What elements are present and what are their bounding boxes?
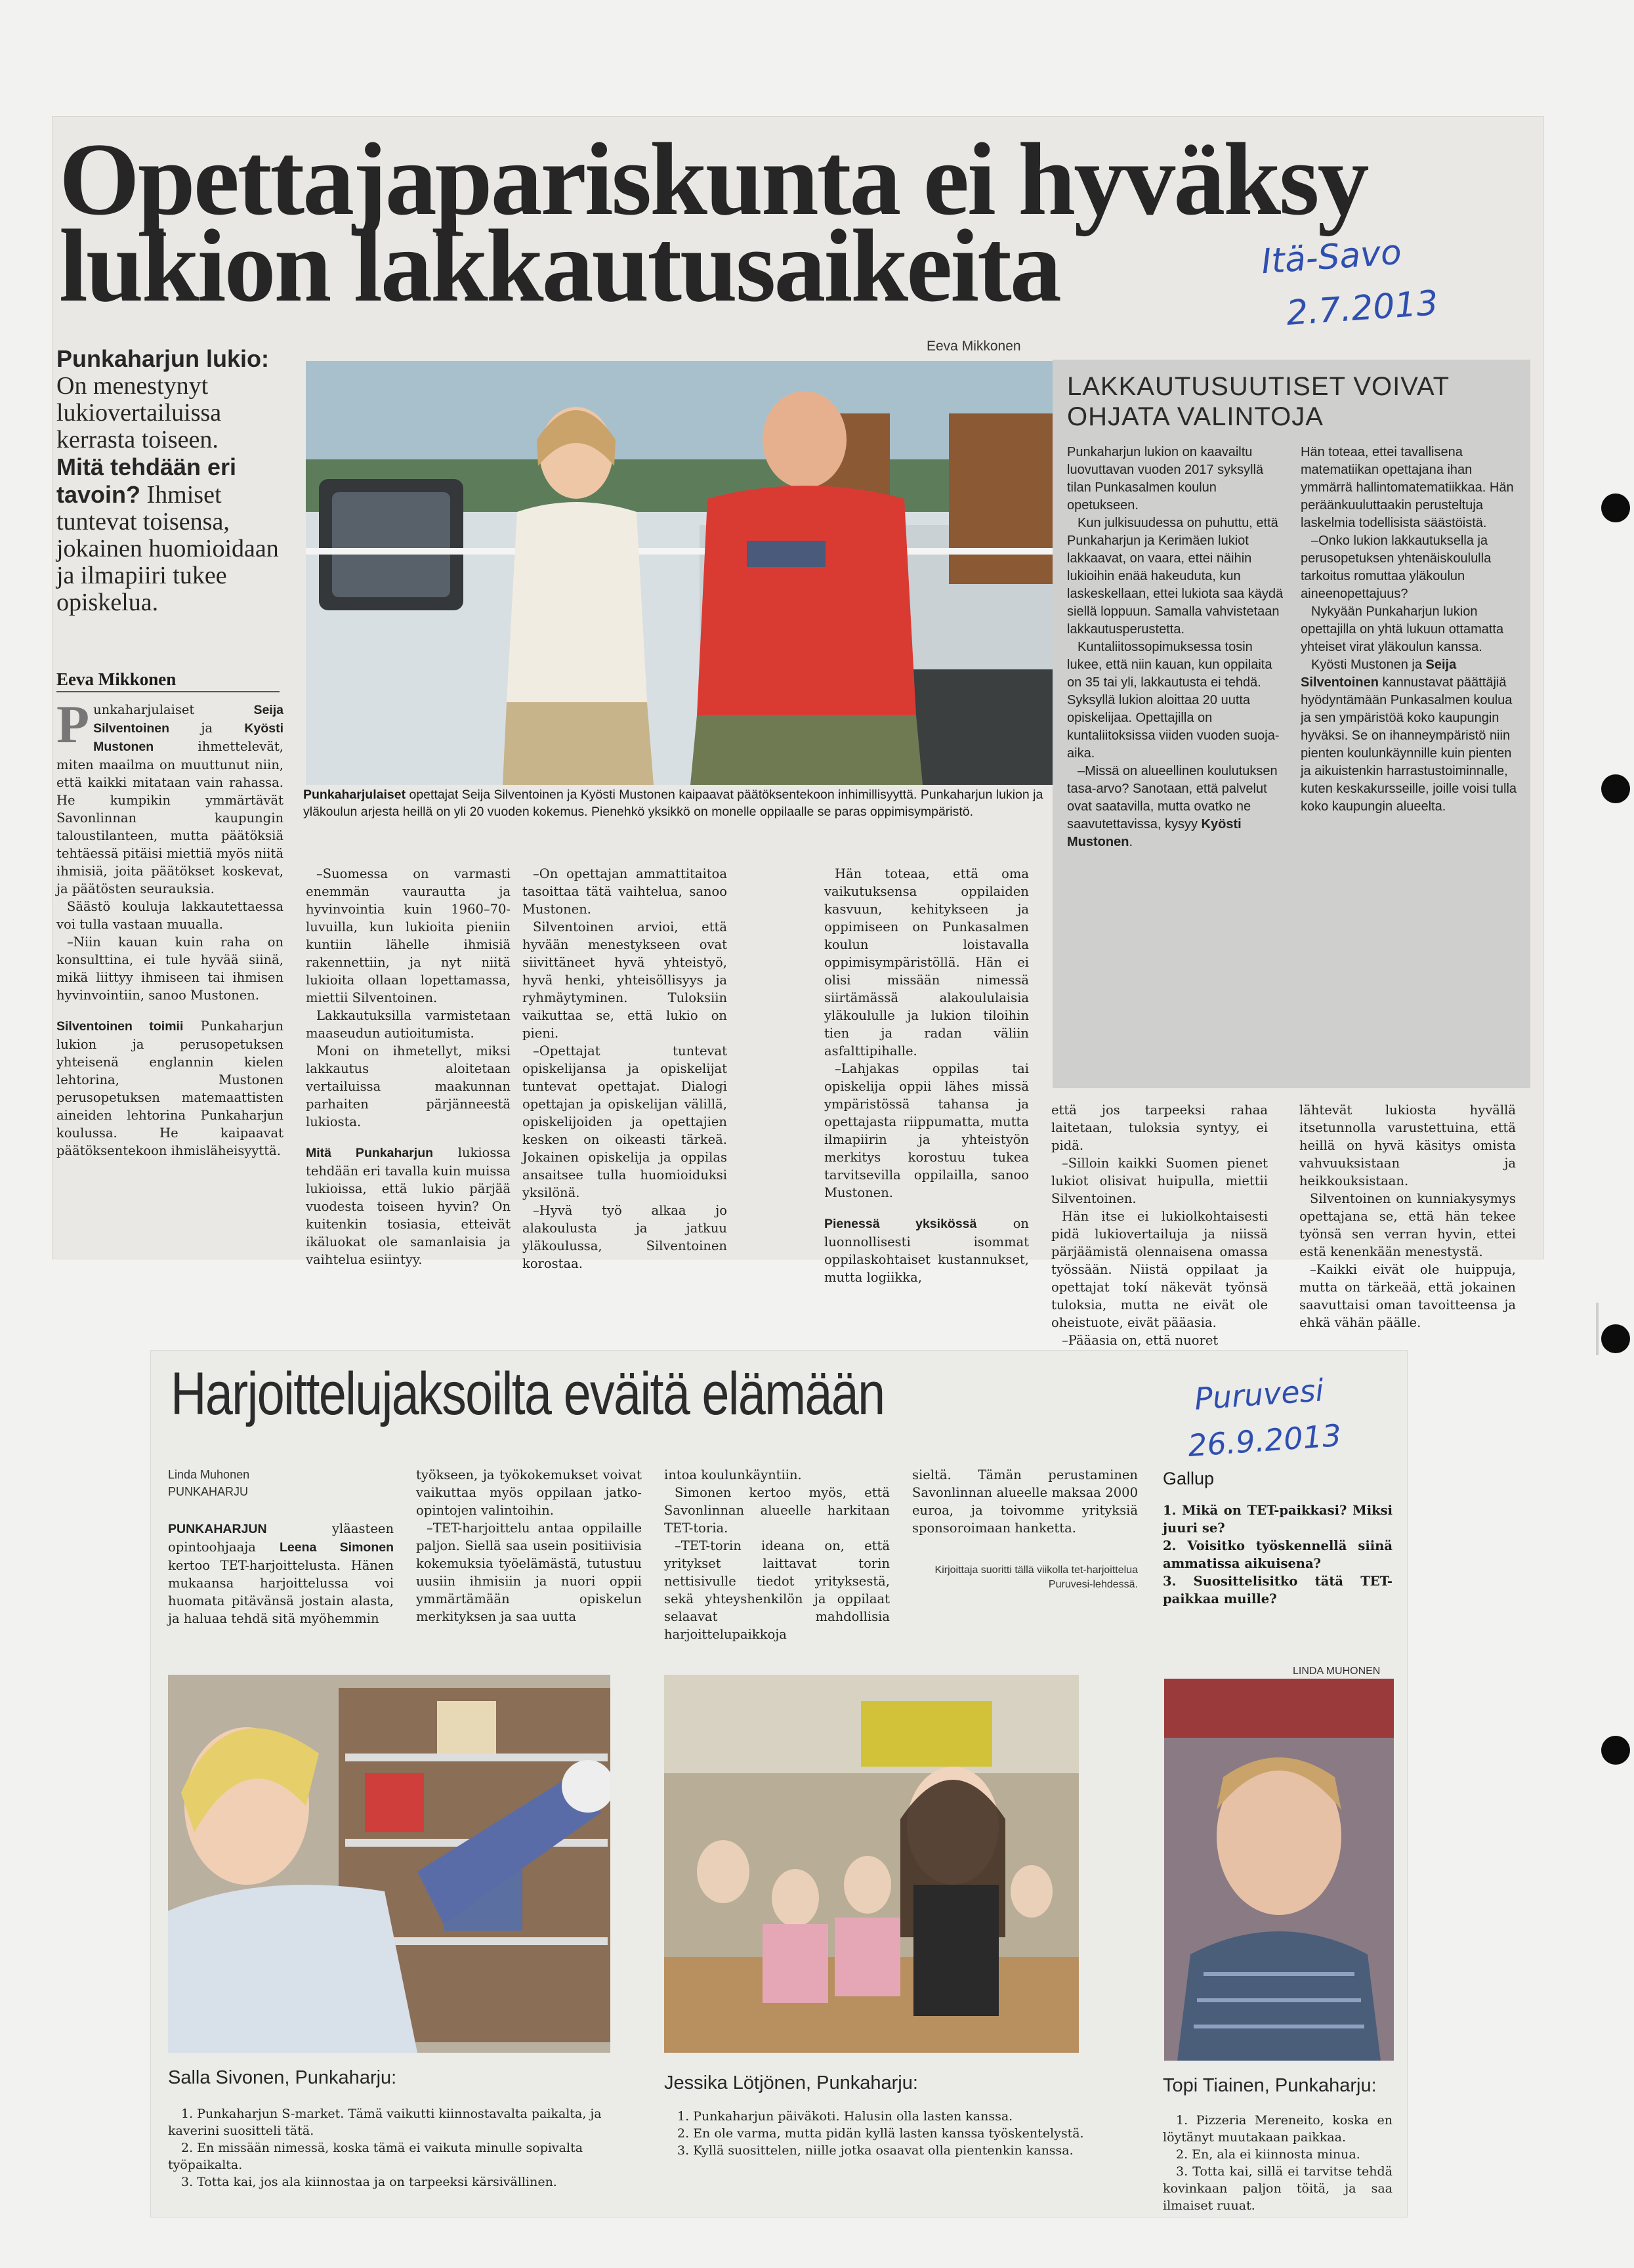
photo-salla [168,1675,610,2053]
handwritten-date: 26.9.2013 [1186,1417,1343,1464]
paragraph: Silventoinen arvioi, että hyvään menestykseen ovat siivittäneet hyvä yhteistyö, hyvä henki, yhteisöllisyys ja ryhmäytyminen. Tuloksiin vaikuttaa se, että lukio on pieni. [522,919,727,1041]
article-column-4 [912,1466,1138,1592]
photo-credit: LINDA MUHONEN [1293,1666,1381,1677]
handwritten-source: Puruvesi [1193,1372,1325,1417]
paragraph: –TET-torin ideana on, että yritykset laittavat torin nettisivulle tiedot yrityksestä, sekä yhteyshenkilön ja oppilaat selaavat mahdollisia harjoittelupaikkoja [664,1538,890,1642]
newspaper-clipping-puruvesi [151,1351,1407,2217]
photo-jessika [664,1675,1079,2053]
paragraph: Moni on ihmetellyt, miksi lakkautus aloitetaan vertailuissa maakunnan parhaiten pärjänneestä lukiosta. [306,1043,511,1129]
article-column-3 [664,1466,890,1643]
paragraph: –Suomessa on varmasti enemmän vaurautta ja hyvinvointia kuin 1960–70-luvuilla, kun lukioita pieniin kuntiin lähelle ihmisiä rakennettiin, ja nyt niitä lukioita ollaan lopettamassa, miettii Silventoinen. [306,866,511,1005]
paragraph: työkseen, ja työkokemukset voivat vaikuttaa myös oppilaan jatko-opintojen valintoihin. [416,1467,642,1518]
teachers-illustration [306,361,1084,785]
paragraph: Punkaharjun lukion on kaavailtu luovuttavan vuoden 2017 syksyllä tilan Punkasalmen koulun opetukseen. [1067,445,1264,513]
newspaper-clipping-ita-savo [52,117,1543,1348]
article-column-2 [416,1466,642,1626]
paragraph: Hän itse ei lukiolkohtaisesti pidä lukiovertailuja ja niissä pärjäämistä olennaisena omassa työssään. Niistä oppilaat ja opettajat tokí näkevät työnsä tuloksia, mutta ne eivät ole oheistuote, eivät pääasia. [1051,1209,1268,1330]
article-column-3 [522,865,727,1272]
binder-hole [1601,774,1630,803]
page-fold-mark [1596,1303,1599,1355]
paragraph: intoa koulunkäyntiin. [664,1467,802,1482]
binder-hole [1601,1736,1630,1765]
article-column-6 [1299,1101,1516,1332]
handwritten-date: 2.7.2013 [1285,283,1440,334]
respondent-name: Salla Sivonen, Punkaharju: [168,2067,397,2088]
paragraph: –Silloin kaikki Suomen pienet lukiot olisivat huipulla, miettii Silventoinen. [1051,1156,1268,1206]
article-column-1 [56,694,283,1160]
paragraph: Lakkautuksilla varmistetaan maaseudun autioitumista. [306,1008,511,1041]
sidebar-title: LAKKAUTUSUUTISET VOIVAT OHJATA VALINTOJA [1067,372,1450,431]
paragraph: –Onko lukion lakkautuksella ja perusopetuksen yhtenäiskoululla tarkoitus romuttaa yläkoulun aineenopettajuus? [1301,534,1492,601]
respondent-answers: 1. Punkaharjun päiväkoti. Halusin olla lasten kanssa. 2. En ole varma, mutta pidän kyllä lasten kanssa työskentelystä. 3. Kyllä suosittelen, niille jotka osaavat olla pientenkin kanssa. [677,2109,1084,2158]
photo-caption: Punkaharjulaiset opettajat Seija Silventoinen ja Kyösti Mustonen kaipaavat päätöksentekoon inhimillisyyttä. Punkaharjun lukion ja yläkoulun arjesta heillä on yli 20 vuoden kokemus. Pienehkö yksikkö on monelle oppilaalle se paras oppimisympäristö. [303,788,1043,819]
teachers-photo [306,361,1084,785]
drop-cap: P [56,694,90,754]
paragraph: Nykyään Punkaharjun lukion opettajilla on yhtä lukuun ottamatta yhteiset virat yläkoulun kanssa. [1301,604,1504,654]
paragraph: Säästö kouluja lakkautettaessa voi tulla vastaan muualla. [56,899,283,932]
paragraph: –Pääasia on, että nuoret [1062,1333,1219,1348]
article-column-5 [1051,1101,1268,1349]
binder-hole [1601,494,1630,522]
paragraph: –Niin kauan kuin raha on konsulttina, ei tule hyvää siinä, mikä liittyy ihmiseen tai ihmisen hyvinvointiin, sanoo Mustonen. [56,934,283,1003]
paragraph: Kyösti Mustonen ja Seija Silventoinen kannustavat päättäjiä hyödyntämään Punkasalmen koulua ja sen ympäristöä koko kaupungin hyväksi. Se on ihanneympäristö niin pienten koulunkäynnille kuin pienten ja aikuistenkin harrastustoiminnalle, kuten keskakursseille, joille voisi tulla koko kaupungin alueelta. [1301,658,1517,814]
paragraph: Mitä Punkaharjun lukiossa tehdään eri tavalla kuin muissa lukioissa, että lukio pärjää vuodesta toiseen hyvin? On kuitenkin tosiasia, etteivät ikäluokat ole samanlaisia ja vaihtelua esiintyy. [306,1145,511,1267]
gallup-title: Gallup [1163,1469,1215,1488]
article-column-4 [824,865,1029,1286]
paragraph: –Lahjakas oppilas tai opiskelija oppii lähes missä ympäristössä tahansa ja opettajasta riippumatta, mutta ilmapiirin ja yhteistyön merkitys korostuu tukea tarvitsevilla oppilailla, sanoo Mustonen. [824,1061,1029,1200]
article-column-1: PUNKAHARJUN yläasteen opintoohjaaja Leena Simonen kertoo TET-harjoittelusta. Hänen mukaansa harjoittelussa voi huomata pitävänsä jostain alasta, ja haluaa tehdä sitä myöhemmin [168,1521,394,1626]
paragraph: Silventoinen toimii Punkaharjun lukion ja perusopetuksen yhteisenä englannin kielen lehtorina, Mustonen perusopetuksen matemaattisten aineiden lehtorina Punkaharjun koulussa. He kaipaavat päätöksentekoon ihmisläheisyyttä. [56,1018,283,1158]
byline: Eeva Mikkonen [56,669,280,692]
paragraph: lähtevät lukiosta hyvällä itsetunnolla varustettuina, että heillä on hyvä käsitys omista vahvuuksistaan ja heikkouksistaan. [1299,1102,1516,1188]
binder-hole [1601,1324,1630,1353]
paragraph: –Opettajat tuntevat opiskelijansa ja opiskelijat tuntevat opettajat. Dialogi opettajan ja opiskelijan välillä, opiskelijoiden ja opettajien kesken on oikeasti tärkeä. Jokainen opiskelija ja oppilas ansaitsee tulla huomioiduksi yksilönä. [522,1043,727,1200]
paragraph: sieltä. Tämän perustaminen Savonlinnan alueelle maksaa 2000 euroa, ja toivomme yrityksiä sponsoroimaan hanketta. [912,1467,1138,1536]
paragraph: –Missä on alueellinen koulutuksen tasa-arvo? Sanotaan, että palvelut ovat saatavilla, mutta ovatko ne saavutettavissa, kysyy Kyösti Mustonen. [1067,764,1278,849]
paragraph: –TET-harjoittelu antaa oppilaille paljon. Siellä saa usein positiivisia kokemuksia työelämästä, tutustuu uusiin ihmisiin ja nuori oppii ymmärtämään opiskelun merkityksen ja saa uutta [416,1521,642,1624]
respondent-answers: 1. Punkaharjun S-market. Tämä vaikutti kiinnostavalta paikalta, ja kaverini suositteli tätä. 2. En missään nimessä, koska tämä ei vaikuta minulle sopivalta työpaikalta. 3. Totta kai, jos ala kiinnostaa ja on tarpeeksi kärsivällinen. [168,2107,602,2189]
gallup-questions: 1. Mikä on TET-paikkasi? Miksi juuri se? 2. Voisitko työskennellä siinä ammatissa aikuisena? 3. Suosittelisitko tätä TET-paikkaa muille? [1163,1503,1393,1606]
daycare-illustration [664,1675,1079,2053]
paragraph: Punkaharjulaiset Seija Silventoinen ja Kyösti Mustonen ihmettelevät, miten maailma on muuttunut niin, että kaikki mitataan vain rahassa. He kumpikin ymmärtävät Savonlinnan kaupungin taloustilanteen, mutta päätöksiä tehtäessä pitäisi miettiä myös niitä ihmisiä, joita päätökset koskevat, ja päätösten seurauksia. [56,694,283,896]
paragraph: Kun julkisuudessa on puhuttu, että Punkaharjun ja Kerimäen lukiot lakkaavat, on vaara, ettei näihin lukioihin enää hakeuduta, kun laskeskellaan, ettei lukiota saa käydä siellä loppuun. Samalla vahvistetaan lakkautusperustetta. [1067,516,1284,637]
paragraph: Pienessä yksikössä on luonnollisesti isommat oppilaskohtaiset kustannukset, mutta logiikka, [824,1216,1029,1285]
respondent-name: Jessika Lötjönen, Punkaharju: [664,2072,918,2093]
paragraph: Kuntaliitossopimuksessa tosin lukee, että niin kauan, kun oppilaita on 35 tai yli, lakkautusta ei tehdä. Syksyllä lukion aloittaa 20 uutta opiskelijaa. Opettajilla on kuntaliitoksissa viiden vuoden suoja-aika. [1067,640,1280,761]
respondent-answers: 1. Pizzeria Mereneito, koska en löytänyt muutakaan paikkaa. 2. En, ala ei kiinnosta minua. 3. Totta kai, sillä ei tarvitse tehdä kovinkaan paljon töitä, ja saa ilmaiset ruuat. [1163,2113,1393,2213]
author-note: Kirjoittaja suoritti tällä viikolla tet-harjoittelua Puruvesi-lehdessä. [934,1564,1138,1590]
paragraph: Simonen kertoo myös, että Savonlinnan alueelle harkitaan TET-toria. [664,1485,890,1536]
author: Linda Muhonen PUNKAHARJU [168,1468,250,1498]
paragraph: että jos tarpeeksi rahaa laitetaan, tuloksia syntyy, ei pidä. [1051,1102,1268,1153]
lede: Punkaharjun lukio: On menestynyt lukiovertailuissa kerrasta toiseen. Mitä tehdään eri tavoin? Ihmiset tuntevat toisensa, jokainen huomioidaan ja ilmapiiri tukee opiskelua. [56,345,279,616]
portrait-illustration [1164,1679,1394,2061]
paragraph: –Kaikki eivät ole huippuja, mutta on tärkeää, että jokainen saavuttaisi oman tavoitteensa ja ehkä vähän päälle. [1299,1262,1516,1330]
article-column-2 [306,865,511,1269]
photo-credit: Eeva Mikkonen [927,339,1021,354]
headline: Opettajapariskunta ei hyväksy lukion lakkautusaikeita [59,122,1368,324]
sidebar-column-2 [1301,444,1517,816]
respondent-name: Topi Tiainen, Punkaharju: [1163,2075,1377,2096]
sidebar-column-1 [1067,444,1284,851]
headline: Harjoittelujaksoilta eväitä elämään [171,1360,885,1427]
paragraph: Silventoinen on kunniakysymys opettajana se, että hän tekee työnsä sen verran hyvin, ettei estä kenenkään menestystä. [1299,1191,1516,1259]
photo-topi [1164,1679,1394,2061]
paragraph: –On opettajan ammattitaitoa tasoittaa tätä vaihtelua, sanoo Mustonen. [522,866,727,917]
handwritten-source: Itä-Savo [1260,232,1403,282]
paragraph: Hän toteaa, ettei tavallisena matematiikan opettajana ihan ymmärrä hallintomatematiikkaa. Hän peräänkuuluttaakin perusteltuja laskelmia todellisista säästöistä. [1301,445,1514,530]
store-illustration [168,1675,610,2053]
paragraph: –Hyvä työ alkaa jo alakoulusta ja jatkuu yläkoulussa, Silventoinen korostaa. [522,1203,727,1271]
paragraph: Hän toteaa, että oma vaikutuksensa oppilaiden kasvuun, kehitykseen ja oppimiseen on Punkasalmen koulun loistavalla oppimisympäristöllä. Hän ei olisi missään nimessä siirtämässä alakoululaisia yläkoululle ja lukion tiloihin tien ja radan väliin asfalttipihalle. [824,866,1029,1059]
sidebar-box [1053,360,1530,1088]
